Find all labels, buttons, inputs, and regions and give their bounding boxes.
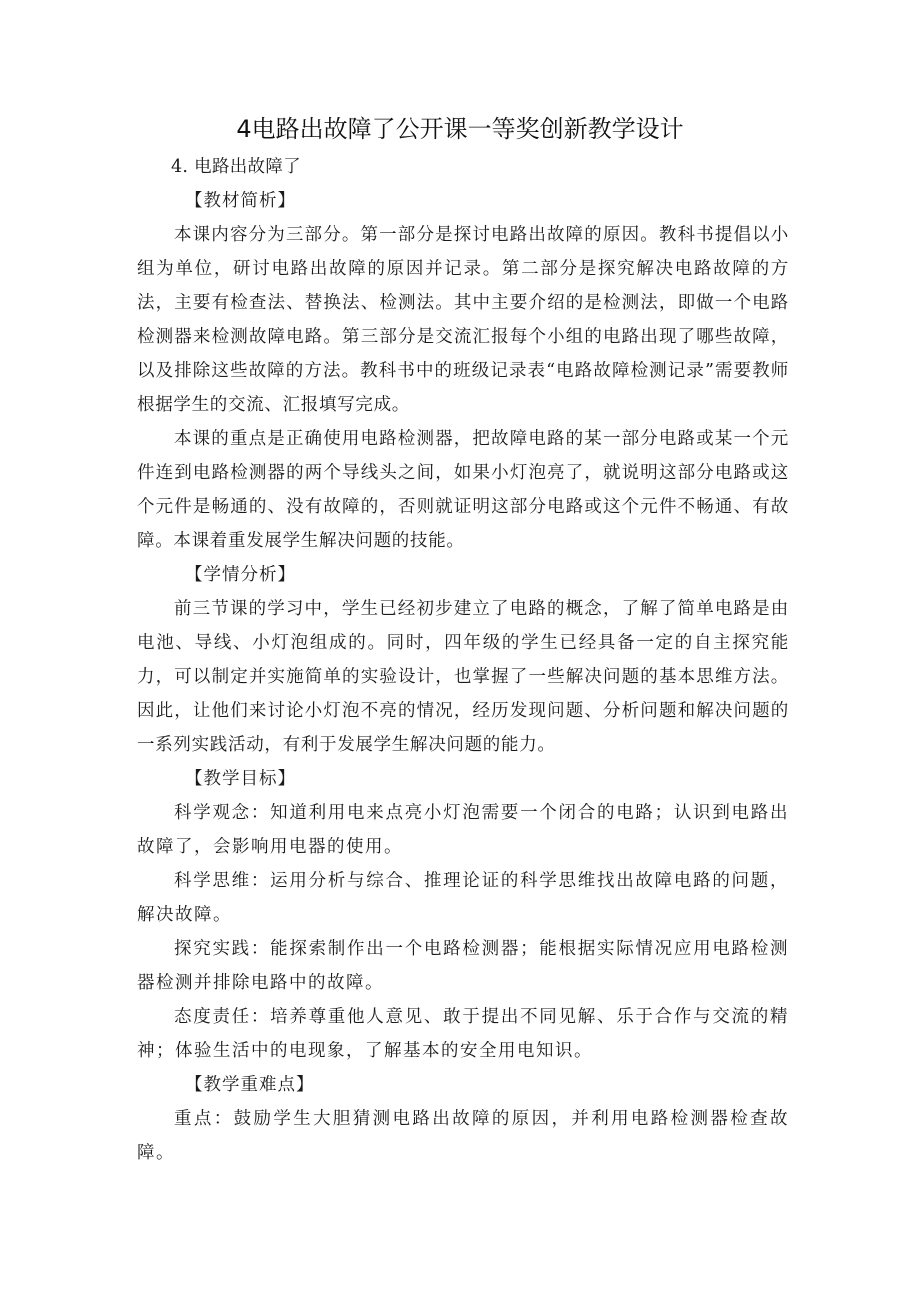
paragraph: 探究实践：能探索制作出一个电路检测器；能根据实际情况应用电路检测器检测并排除电路中的故障。	[137, 939, 789, 993]
paragraph: 态度责任：培养尊重他人意见、敢于提出不同见解、乐于合作与交流的精神；体验生活中的电现象，了解基本的安全用电知识。	[137, 1007, 789, 1061]
paragraph: 本课的重点是正确使用电路检测器，把故障电路的某一部分电路或某一个元件连到电路检测器的两个导线头之间，如果小灯泡亮了，就说明这部分电路或这个元件是畅通的、没有故障的，否则就证明这部分电路或这个元件不畅通、有故障。本课着重发展学生解决问题的技能。	[137, 429, 789, 551]
paragraph: 前三节课的学习中，学生已经初步建立了电路的概念，了解了简单电路是由电池、导线、小灯泡组成的。同时，四年级的学生已经具备一定的自主探究能力，可以制定并实施简单的实验设计，也掌握了一些解决问题的基本思维方法。因此，让他们来讨论小灯泡不亮的情况，经历发现问题、分析问题和解决问题的一系列实践活动，有利于发展学生解决问题的能力。	[137, 599, 789, 755]
section-heading-key-points: 【教学重难点】	[185, 1075, 315, 1095]
document-body	[137, 150, 789, 1170]
lesson-title: 4. 电路出故障了	[171, 157, 301, 177]
paragraph: 科学观念：知道利用电来点亮小灯泡需要一个闭合的电路；认识到电路出故障了，会影响用电器的使用。	[137, 803, 789, 857]
section-heading-textbook: 【教材简析】	[185, 191, 296, 211]
paragraph: 科学思维：运用分析与综合、推理论证的科学思维找出故障电路的问题，解决故障。	[137, 871, 789, 925]
paragraph: 重点：鼓励学生大胆猜测电路出故障的原因，并利用电路检测器检查故障。	[137, 1109, 789, 1163]
document-title: 4电路出故障了公开课一等奖创新教学设计	[236, 115, 684, 143]
section-heading-students: 【学情分析】	[185, 565, 296, 585]
paragraph: 本课内容分为三部分。第一部分是探讨电路出故障的原因。教科书提倡以小组为单位，研讨电路出故障的原因并记录。第二部分是探究解决电路故障的方法，主要有检查法、替换法、检测法。其中主要介绍的是检测法，即做一个电路检测器来检测故障电路。第三部分是交流汇报每个小组的电路出现了哪些故障，以及排除这些故障的方法。教科书中的班级记录表“电路故障检测记录”需要教师根据学生的交流、汇报填写完成。	[137, 225, 789, 415]
section-heading-objectives: 【教学目标】	[185, 769, 296, 789]
